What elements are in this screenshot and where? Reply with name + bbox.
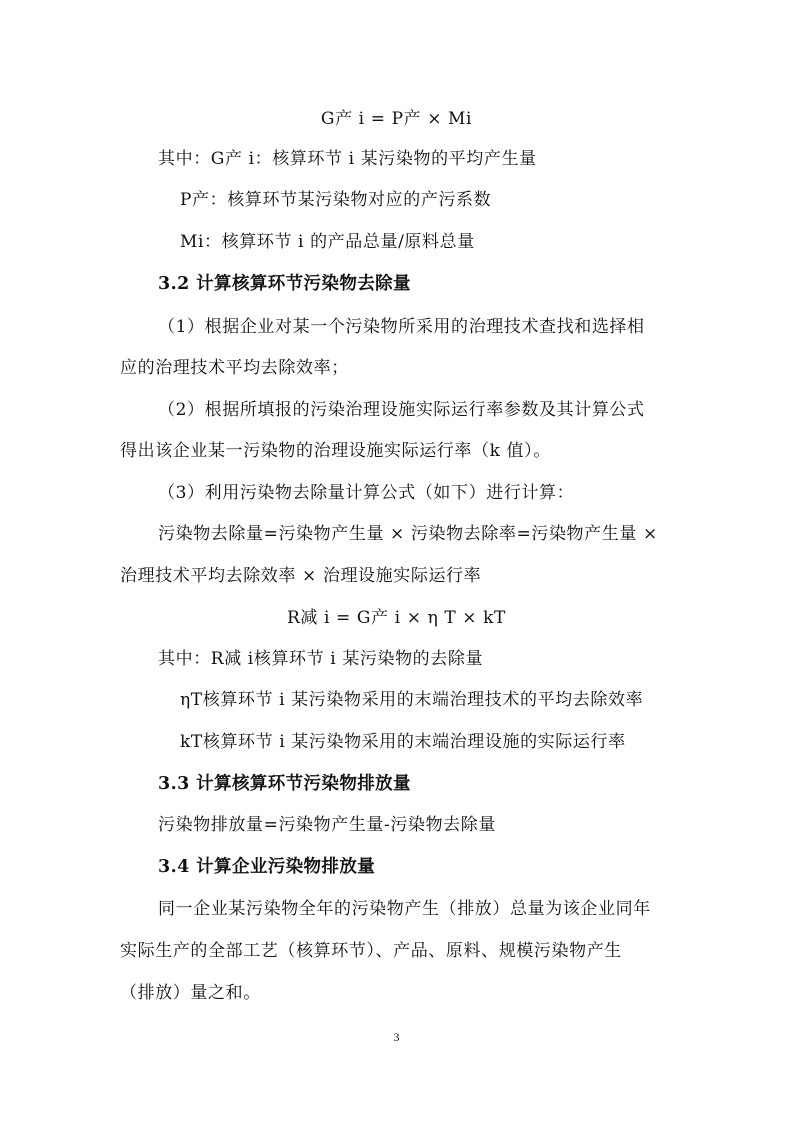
where-removal-amount: 其中：R减 i核算环节 i 某污染物的去除量	[158, 649, 484, 669]
page-number: 3	[393, 1030, 400, 1044]
paragraph-3-4-line2: 实际生产的全部工艺（核算环节）、产品、原料、规模污染物产生	[120, 941, 622, 961]
formula-generation: G产 i = P产 × Mi	[320, 109, 473, 129]
paragraph-3-4-line3: （排放）量之和。	[120, 983, 261, 1003]
paragraph-3-2-item1-line1: （1）根据企业对某一个污染物所采用的治理技术查找和选择相	[158, 317, 645, 337]
paragraph-3-4-line1: 同一企业某污染物全年的污染物产生（排放）总量为该企业同年	[158, 899, 651, 919]
section-heading-3-4: 3.4 计算企业污染物排放量	[158, 857, 376, 877]
paragraph-removal-formula-line2: 治理技术平均去除效率 × 治理设施实际运行率	[120, 566, 482, 586]
paragraph-3-3: 污染物排放量=污染物产生量-污染物去除量	[158, 815, 496, 835]
paragraph-3-2-item2-line1: （2）根据所填报的污染治理设施实际运行率参数及其计算公式	[158, 400, 645, 420]
paragraph-removal-formula-line1: 污染物去除量=污染物产生量 × 污染物去除率=污染物产生量 ×	[158, 524, 658, 544]
where-generation-amount: 其中：G产 i：核算环节 i 某污染物的平均产生量	[158, 149, 537, 169]
where-removal-efficiency: ηT核算环节 i 某污染物采用的末端治理技术的平均去除效率	[180, 690, 644, 710]
section-heading-3-3: 3.3 计算核算环节污染物排放量	[158, 774, 411, 794]
where-product-total: Mi：核算环节 i 的产品总量/原料总量	[180, 232, 475, 252]
where-operating-rate: kT核算环节 i 某污染物采用的末端治理设施的实际运行率	[180, 732, 626, 752]
section-heading-3-2: 3.2 计算核算环节污染物去除量	[158, 274, 411, 294]
paragraph-3-2-item3: （3）利用污染物去除量计算公式（如下）进行计算：	[158, 483, 575, 503]
paragraph-3-2-item2-line2: 得出该企业某一污染物的治理设施实际运行率（k 值）。	[120, 441, 551, 461]
formula-removal: R减 i = G产 i × η T × kT	[287, 608, 506, 628]
paragraph-3-2-item1-line2: 应的治理技术平均去除效率；	[120, 358, 349, 378]
where-pollution-coefficient: P产：核算环节某污染物对应的产污系数	[180, 190, 492, 210]
